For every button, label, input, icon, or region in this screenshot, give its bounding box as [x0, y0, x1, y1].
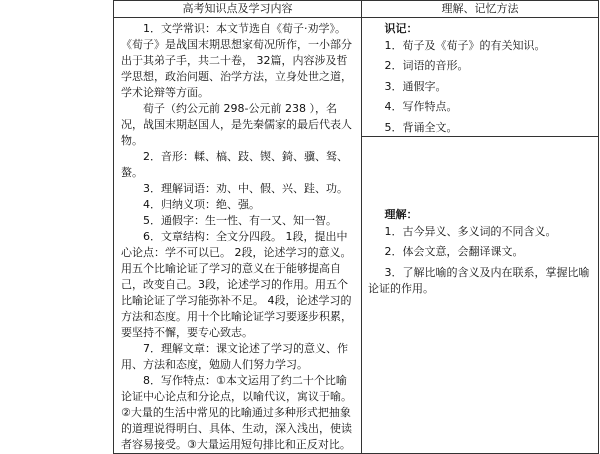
- knowledge-item-pronunciation: 2．音形：輮、槁、跂、锲、錡、骥、驽、螯。: [121, 150, 348, 179]
- understanding-item: 3．了解比喻的含义及内在联系，掌握比喻论证的作用。: [368, 265, 590, 295]
- memory-content: [362, 18, 598, 136]
- knowledge-item-author: 荀子（约公元前 298-公元前 238 ），名况，战国末期赵国人，是先秦儒家的最后代表人物。: [121, 102, 352, 147]
- understanding-content: [362, 137, 598, 298]
- understanding-title: 理解：: [384, 208, 418, 221]
- understanding-item: 2．体会文意，会翻译课文。: [384, 245, 524, 258]
- memory-item: 3．通假字。: [384, 79, 447, 93]
- memory-title: 识记：: [384, 22, 418, 35]
- memory-item: 2．词语的音形。: [384, 59, 469, 72]
- memory-item: 1．荀子及《荀子》的有关知识。: [384, 38, 546, 52]
- memory-cell: [362, 18, 599, 137]
- knowledge-item-meanings: 4．归纳义项：绝、强。: [143, 198, 260, 211]
- knowledge-item-structure: 6．文章结构：全文分四段。 1段，提出中心论点：学不可以已。 2段，论述学习的意义。用五个比喻论证了学习的意义在于能够提高自己，改变自己。3段，论述学习的作用。用五个比喻论证了学习能弥补不足。 4段，论述学习的方法和态度。用十个比喻论证学习要逐步积累，要坚持不懈，要专心致志。: [121, 230, 352, 339]
- memory-item: 4．写作特点。: [384, 100, 458, 113]
- header-left: 高考知识点及学习内容: [114, 1, 362, 18]
- study-table: [113, 0, 599, 454]
- knowledge-item-loan-characters: 5．通假字：生一性、有一又、知一智。: [143, 214, 337, 227]
- understanding-item: 1．古今异义、多义词的不同含义。: [384, 224, 557, 238]
- knowledge-item-literature: 1．文学常识：本文节选自《荀子·劝学》。《荀子》是战国末期思想家荀况所作，一小部分出于其弟子手，共二十卷， 32篇，内容涉及哲学思想，政治问题、治学方法，立身处世之道，学术论辩等方面。: [121, 22, 352, 99]
- knowledge-cell: [114, 18, 362, 454]
- knowledge-content: [114, 18, 361, 453]
- knowledge-item-writing-features: 8．写作特点：①本文运用了约二十个比喻论证中心论点和分论点，以喻代议，寓议于喻。②大量的生活中常见的比喻通过多种形式把抽象的道理说得明白、具体、生动，深入浅出，使读者容易接受。③大量运用短句排比和正反对比。: [121, 374, 352, 451]
- knowledge-item-vocabulary: 3．理解词语：劝、中、假、兴、跬、功。: [143, 182, 348, 195]
- memory-item: 5．背诵全文。: [384, 120, 458, 134]
- knowledge-item-understanding: 7．理解文章：课文论述了学习的意义、作用、方法和态度，勉励人们努力学习。: [121, 342, 348, 371]
- understanding-cell: [362, 137, 599, 454]
- header-right: 理解、记忆方法: [362, 1, 599, 18]
